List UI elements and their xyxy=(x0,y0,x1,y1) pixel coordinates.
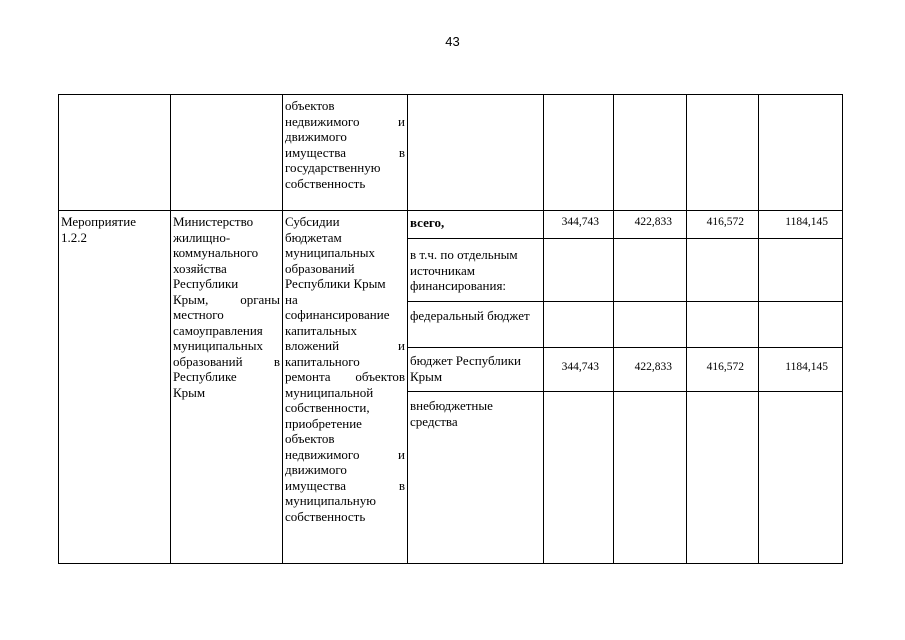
cell-value: 1184,145 xyxy=(759,348,843,392)
cell-value xyxy=(614,302,687,348)
cell-value: 422,833 xyxy=(614,211,687,239)
cell-source-breakdown: в т.ч. по отдельным источникам финансирования: xyxy=(408,239,544,302)
cell-value xyxy=(687,302,759,348)
cell-value xyxy=(687,239,759,302)
cell-empty xyxy=(408,95,544,211)
budget-table xyxy=(58,94,843,564)
cell-source-total: всего, xyxy=(408,211,544,239)
cell-empty xyxy=(544,95,614,211)
cell-source-regional: бюджет Республики Крым xyxy=(408,348,544,392)
cell-value xyxy=(544,239,614,302)
page-number: 43 xyxy=(445,34,460,49)
cell-value xyxy=(614,239,687,302)
cell-source-federal: федеральный бюджет xyxy=(408,302,544,348)
cell-value xyxy=(544,392,614,564)
table-row-continuation xyxy=(59,95,843,211)
cell-value xyxy=(759,302,843,348)
cell-value xyxy=(759,392,843,564)
cell-description-continuation: объектов недвижимого и движимого имущества в государственную собственность xyxy=(283,95,408,211)
cell-value: 1184,145 xyxy=(759,211,843,239)
cell-value: 344,743 xyxy=(544,348,614,392)
cell-empty xyxy=(687,95,759,211)
cell-source-extrabudget: внебюджетные средства xyxy=(408,392,544,564)
cell-value xyxy=(687,392,759,564)
cell-value: 344,743 xyxy=(544,211,614,239)
cell-measure-name: Мероприятие 1.2.2 xyxy=(59,211,171,564)
cell-empty xyxy=(614,95,687,211)
cell-empty xyxy=(759,95,843,211)
cell-value: 416,572 xyxy=(687,348,759,392)
cell-description: Субсидии бюджетам муниципальных образований Республики Крым на софинансирование капитальных вложений и капитального ремонта объектов муниципальной собственности, приобретение объектов недвижимого и движимого имущества в муниципальную собственность xyxy=(283,211,408,564)
cell-value xyxy=(544,302,614,348)
cell-empty xyxy=(171,95,283,211)
cell-value xyxy=(614,392,687,564)
cell-value: 422,833 xyxy=(614,348,687,392)
cell-value: 416,572 xyxy=(687,211,759,239)
cell-executor: Министерство жилищно- коммунального хозяйства Республики Крым, органы местного самоуправления муниципальных образований в Республике Крым xyxy=(171,211,283,564)
table-row-total xyxy=(59,211,843,239)
cell-empty xyxy=(59,95,171,211)
cell-value xyxy=(759,239,843,302)
